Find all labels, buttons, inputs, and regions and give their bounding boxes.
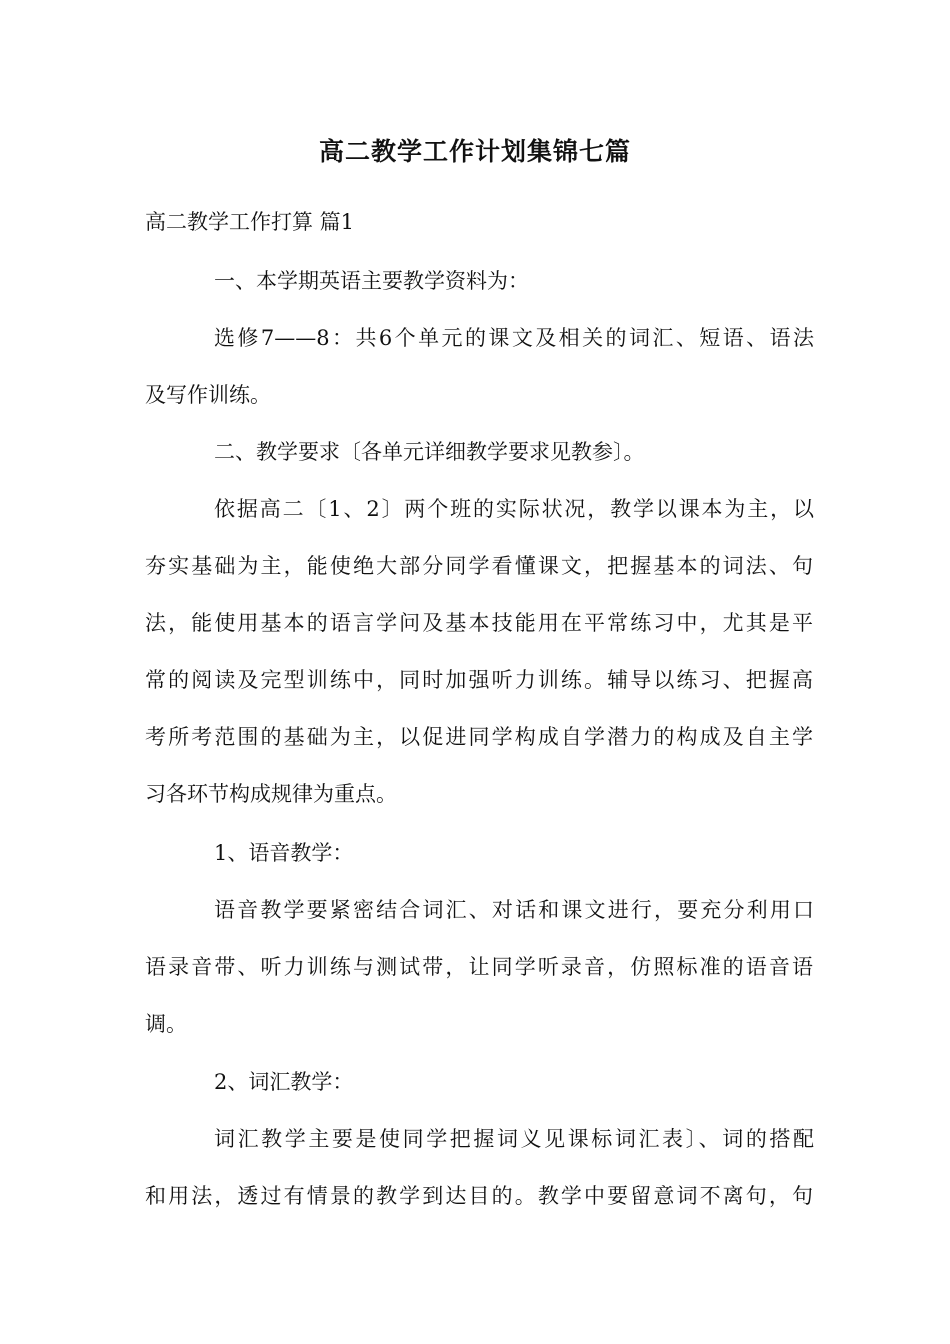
paragraph-line: 依据高二〔1、2〕两个班的实际状况，教学以课本为主，以 bbox=[214, 497, 814, 521]
paragraph-line: 一、本学期英语主要教学资料为： bbox=[214, 269, 529, 293]
paragraph-line: 和用法，透过有情景的教学到达目的。教学中要留意词不离句，句 bbox=[145, 1184, 813, 1208]
paragraph-line: 2、词汇教学： bbox=[214, 1070, 354, 1094]
paragraph-line: 调。 bbox=[145, 1012, 187, 1036]
paragraph-line: 考所考范围的基础为主，以促进同学构成自学潜力的构成及自主学 bbox=[145, 725, 813, 749]
paragraph-line: 常的阅读及完型训练中，同时加强听力训练。辅导以练习、把握高 bbox=[145, 668, 813, 692]
paragraph-line: 及写作训练。 bbox=[145, 383, 271, 407]
paragraph-line: 法，能使用基本的语言学问及基本技能用在平常练习中，尤其是平 bbox=[145, 611, 813, 635]
paragraph-line: 夯实基础为主，能使绝大部分同学看懂课文，把握基本的词法、句 bbox=[145, 554, 813, 578]
document-title: 高二教学工作计划集锦七篇 bbox=[318, 137, 631, 166]
paragraph-line: 二、教学要求〔各单元详细教学要求见教参〕。 bbox=[214, 440, 645, 464]
section-heading: 高二教学工作打算 篇1 bbox=[145, 210, 355, 234]
paragraph-line: 语录音带、听力训练与测试带，让同学听录音，仿照标准的语音语 bbox=[145, 955, 813, 979]
paragraph-line: 1、语音教学： bbox=[214, 841, 354, 865]
paragraph-line: 选修7——8：共6个单元的课文及相关的词汇、短语、语法 bbox=[214, 326, 814, 350]
paragraph-line: 语音教学要紧密结合词汇、对话和课文进行，要充分利用口 bbox=[214, 898, 814, 922]
paragraph-line: 习各环节构成规律为重点。 bbox=[145, 782, 397, 806]
paragraph-line: 词汇教学主要是使同学把握词义见课标词汇表〕、词的搭配 bbox=[214, 1127, 814, 1151]
